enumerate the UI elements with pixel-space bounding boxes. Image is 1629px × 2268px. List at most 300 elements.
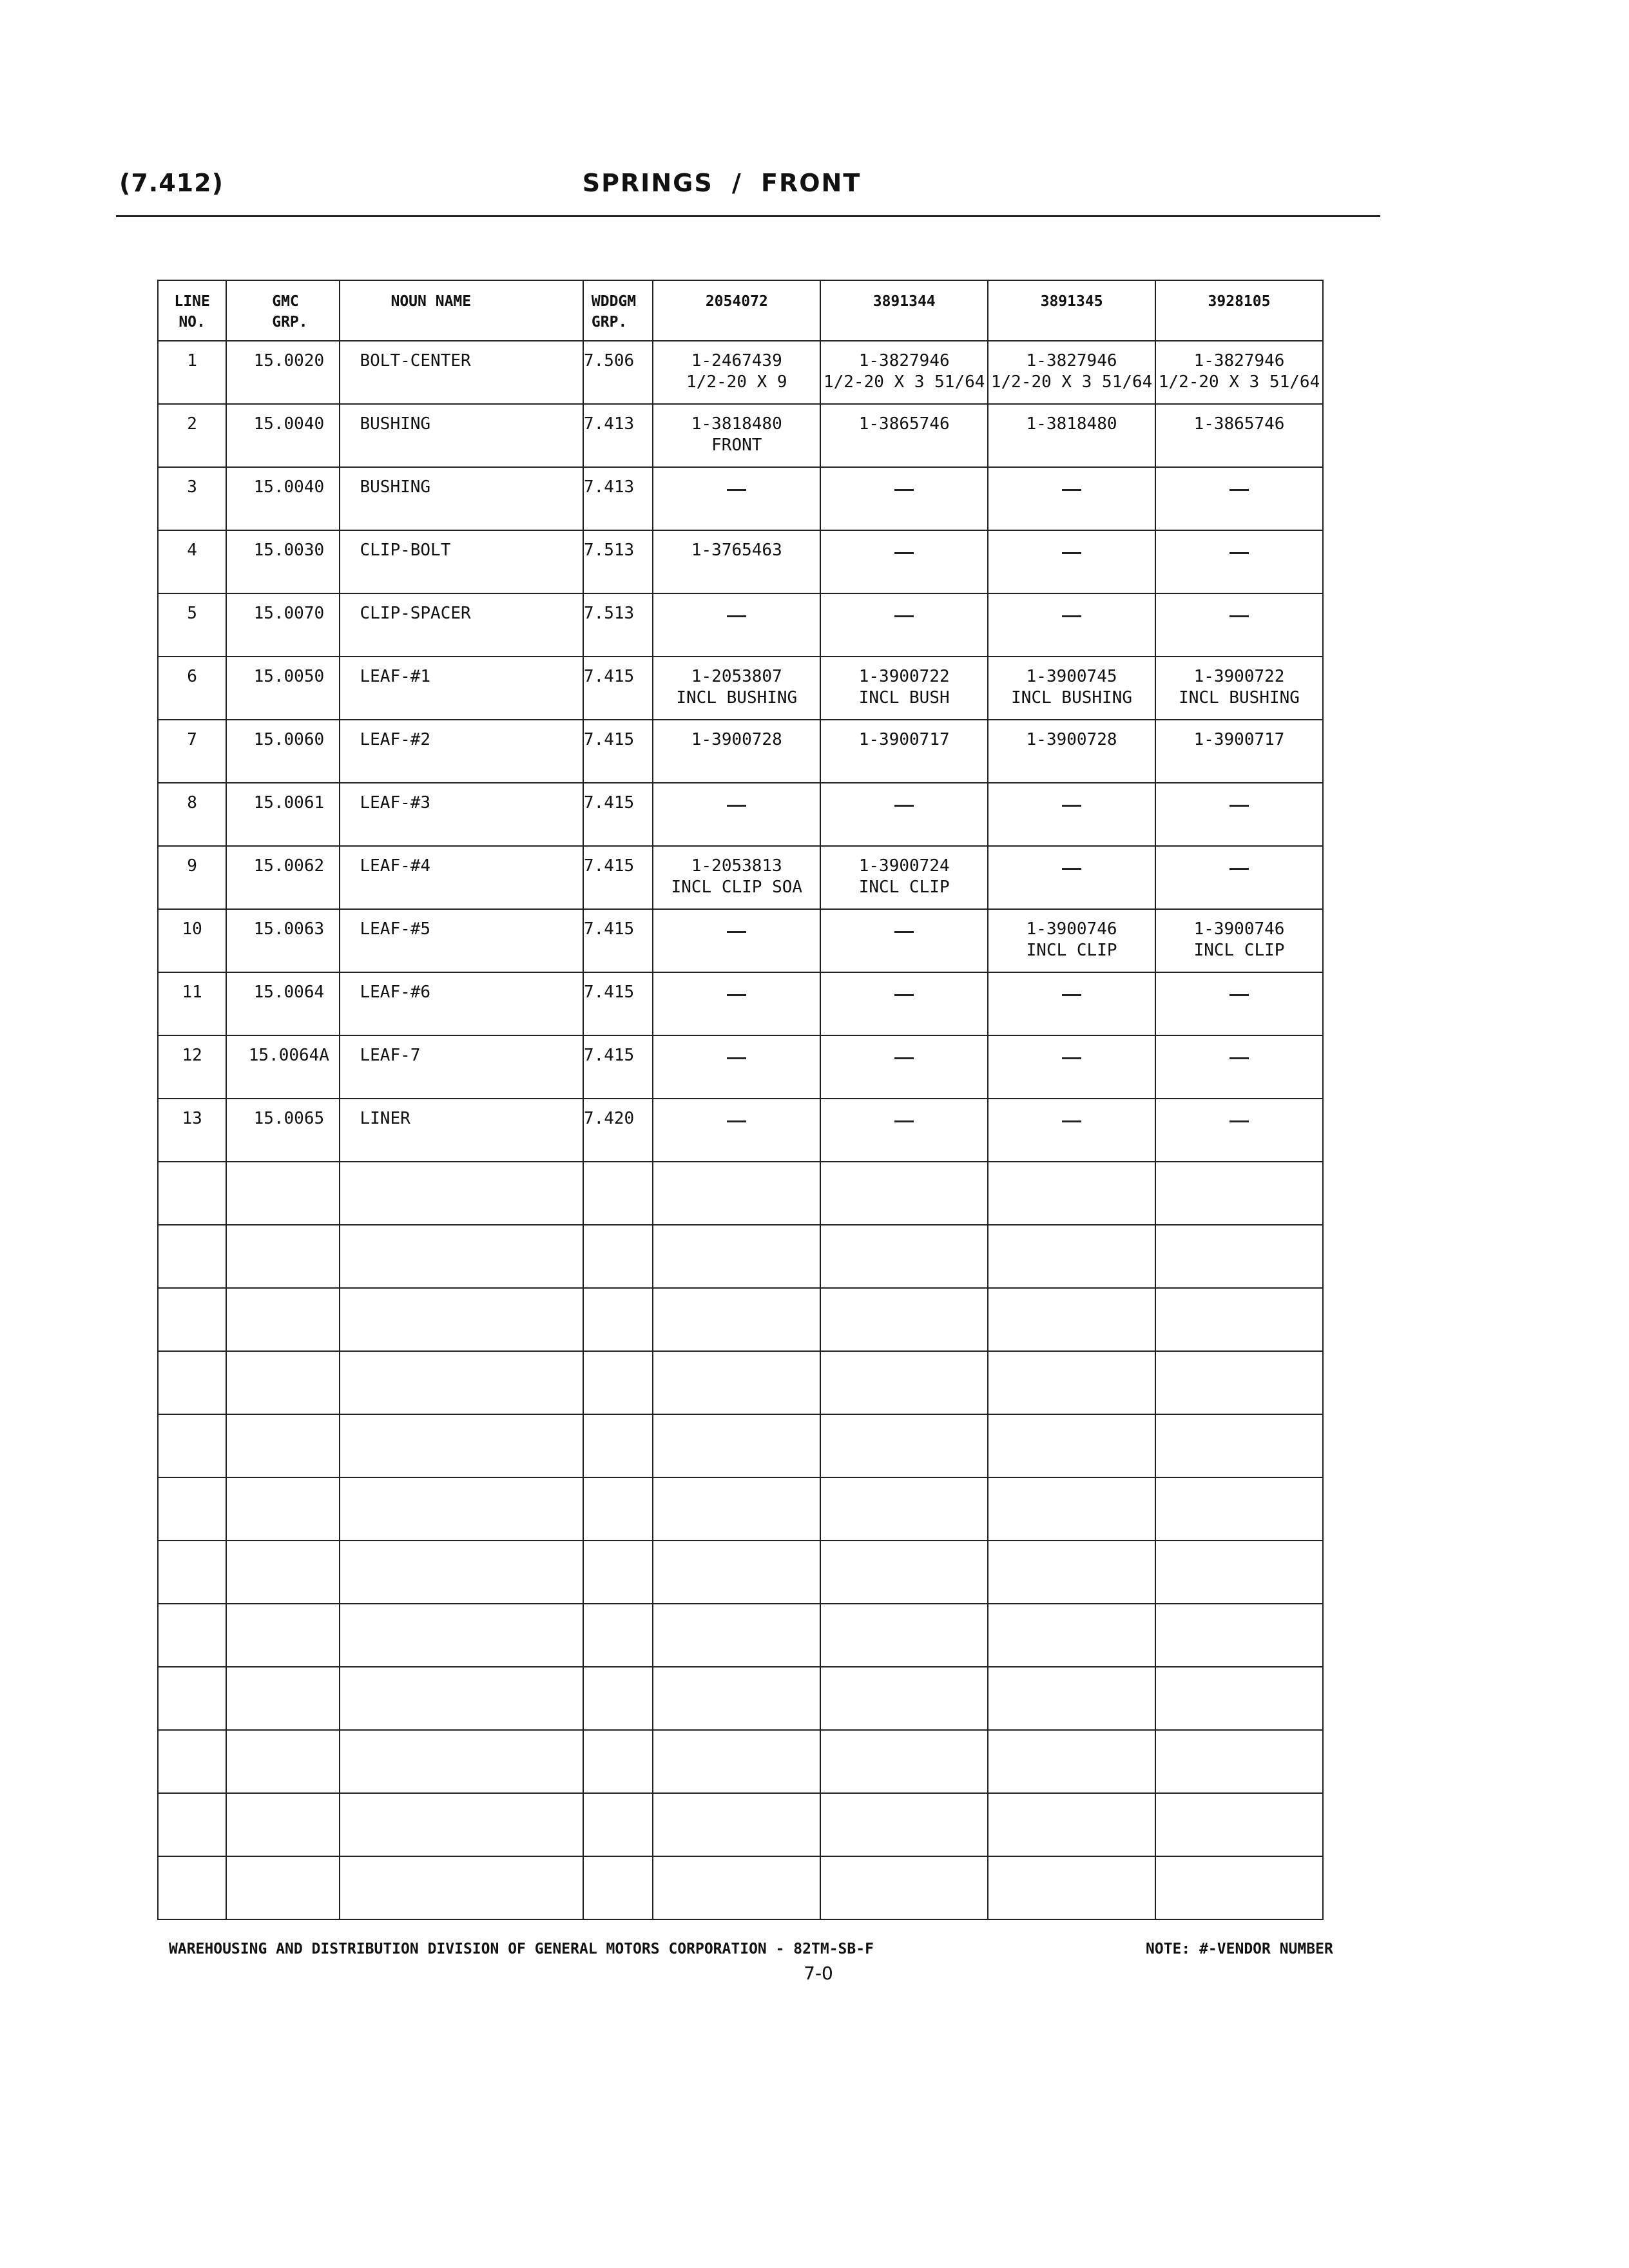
gmc-group-cell: 15.0062 <box>226 846 340 909</box>
table-row <box>158 530 1323 593</box>
part-number-cell-model-1 <box>653 1035 820 1099</box>
part-number: 1-3900722 <box>858 667 950 686</box>
header-model-4: 3928105 <box>1155 280 1323 341</box>
page-code: (7.412) <box>119 169 224 197</box>
blank-cell <box>653 1793 820 1856</box>
part-note: INCL BUSHING <box>676 688 798 707</box>
blank-cell <box>583 1667 653 1730</box>
not-applicable-dash <box>821 540 987 561</box>
dash-mark <box>1229 805 1249 807</box>
line-number-cell: 5 <box>158 593 226 657</box>
blank-cell <box>988 1162 1155 1225</box>
noun-name-cell: CLIP-SPACER <box>340 593 583 657</box>
line-number-cell: 3 <box>158 467 226 530</box>
not-applicable-dash <box>1156 477 1322 498</box>
not-applicable-dash <box>1156 793 1322 814</box>
dash-mark <box>727 994 746 996</box>
line-number-cell: 2 <box>158 404 226 467</box>
blank-cell <box>583 1541 653 1604</box>
blank-cell <box>820 1730 988 1793</box>
blank-cell <box>1155 1351 1323 1414</box>
part-note: 1/2-20 X 3 51/64 <box>1158 372 1320 392</box>
blank-row <box>158 1604 1323 1667</box>
part-number-cell-model-2 <box>820 783 988 846</box>
blank-cell <box>1155 1856 1323 1919</box>
part-number-cell-model-4 <box>1155 657 1323 720</box>
blank-cell <box>820 1351 988 1414</box>
part-number-cell-model-2 <box>820 467 988 530</box>
line-number-cell: 1 <box>158 341 226 404</box>
blank-cell <box>820 1856 988 1919</box>
part-number-cell-model-3 <box>988 909 1155 972</box>
table-header-row <box>158 280 1323 341</box>
wddgm-group-cell: 7.415 <box>583 720 653 783</box>
header-model-3: 3891345 <box>988 280 1155 341</box>
blank-cell <box>158 1730 226 1793</box>
part-number-cell-model-4 <box>1155 341 1323 404</box>
blank-cell <box>226 1730 340 1793</box>
not-applicable-dash <box>988 793 1155 814</box>
part-number-cell-model-4 <box>1155 972 1323 1035</box>
part-number-cell-model-1 <box>653 593 820 657</box>
blank-row <box>158 1667 1323 1730</box>
blank-cell <box>583 1856 653 1919</box>
gmc-group-cell: 15.0061 <box>226 783 340 846</box>
blank-cell <box>340 1856 583 1919</box>
blank-cell <box>820 1225 988 1288</box>
part-number: 1-3865746 <box>858 414 950 434</box>
table-row <box>158 909 1323 972</box>
blank-cell <box>653 1477 820 1541</box>
noun-name-cell: LINER <box>340 1099 583 1162</box>
blank-cell <box>820 1414 988 1477</box>
not-applicable-dash <box>653 477 820 498</box>
part-number-cell-model-2 <box>820 1099 988 1162</box>
dash-mark <box>1229 552 1249 554</box>
dash-mark <box>727 1120 746 1122</box>
blank-cell <box>653 1414 820 1477</box>
blank-cell <box>653 1288 820 1351</box>
blank-cell <box>653 1730 820 1793</box>
noun-name-cell: CLIP-BOLT <box>340 530 583 593</box>
part-note: INCL BUSHING <box>1011 688 1132 707</box>
blank-cell <box>340 1793 583 1856</box>
table-row <box>158 657 1323 720</box>
header-line-no <box>158 280 226 341</box>
dash-mark <box>727 1057 746 1059</box>
part-number-cell-model-3 <box>988 657 1155 720</box>
wddgm-group-cell: 7.415 <box>583 846 653 909</box>
blank-cell <box>340 1730 583 1793</box>
blank-cell <box>340 1541 583 1604</box>
not-applicable-dash <box>653 982 820 1003</box>
blank-cell <box>820 1162 988 1225</box>
blank-cell <box>1155 1604 1323 1667</box>
wddgm-group-cell: 7.415 <box>583 783 653 846</box>
line-number-cell: 11 <box>158 972 226 1035</box>
blank-cell <box>340 1162 583 1225</box>
blank-row <box>158 1477 1323 1541</box>
blank-cell <box>583 1604 653 1667</box>
blank-cell <box>820 1604 988 1667</box>
part-number-cell-model-2 <box>820 846 988 909</box>
part-number-cell-model-1 <box>653 404 820 467</box>
part-number-cell-model-4 <box>1155 1099 1323 1162</box>
blank-cell <box>340 1667 583 1730</box>
blank-cell <box>1155 1162 1323 1225</box>
gmc-group-cell: 15.0020 <box>226 341 340 404</box>
blank-cell <box>820 1477 988 1541</box>
parts-table <box>157 280 1324 1920</box>
not-applicable-dash <box>821 793 987 814</box>
part-number-cell-model-2 <box>820 909 988 972</box>
blank-cell <box>226 1541 340 1604</box>
part-number-cell-model-1 <box>653 530 820 593</box>
dash-mark <box>1062 868 1081 870</box>
blank-cell <box>158 1541 226 1604</box>
blank-cell <box>158 1604 226 1667</box>
blank-cell <box>653 1667 820 1730</box>
dash-mark <box>894 1057 914 1059</box>
part-number-cell-model-4 <box>1155 783 1323 846</box>
dash-mark <box>1229 868 1249 870</box>
blank-cell <box>1155 1667 1323 1730</box>
part-number: 1-3818480 <box>1026 414 1117 434</box>
part-number-cell-model-4 <box>1155 846 1323 909</box>
not-applicable-dash <box>1156 603 1322 624</box>
table-row <box>158 341 1323 404</box>
blank-cell <box>988 1667 1155 1730</box>
header-noun-name: NOUN NAME <box>340 280 583 341</box>
blank-cell <box>653 1351 820 1414</box>
blank-cell <box>988 1730 1155 1793</box>
table-row <box>158 404 1323 467</box>
blank-cell <box>340 1477 583 1541</box>
blank-cell <box>583 1730 653 1793</box>
blank-cell <box>820 1793 988 1856</box>
dash-mark <box>727 615 746 617</box>
blank-cell <box>158 1288 226 1351</box>
gmc-group-cell: 15.0040 <box>226 467 340 530</box>
blank-cell <box>820 1541 988 1604</box>
table-row <box>158 972 1323 1035</box>
part-note: 1/2-20 X 3 51/64 <box>990 372 1153 392</box>
blank-row <box>158 1225 1323 1288</box>
footer-publisher: WAREHOUSING AND DISTRIBUTION DIVISION OF GENERAL MOTORS CORPORATION - 82TM-SB-F <box>169 1941 874 1957</box>
page-number: 7-0 <box>804 1963 833 1984</box>
dash-mark <box>894 931 914 933</box>
blank-cell <box>158 1414 226 1477</box>
header-line-label: LINE <box>174 293 210 310</box>
not-applicable-dash <box>653 1045 820 1066</box>
not-applicable-dash <box>653 919 820 940</box>
line-number-cell: 10 <box>158 909 226 972</box>
blank-cell <box>583 1414 653 1477</box>
dash-mark <box>727 489 746 491</box>
wddgm-group-cell: 7.413 <box>583 467 653 530</box>
blank-row <box>158 1793 1323 1856</box>
not-applicable-dash <box>1156 540 1322 561</box>
wddgm-group-cell: 7.415 <box>583 1035 653 1099</box>
part-number-cell-model-1 <box>653 341 820 404</box>
part-number-cell-model-1 <box>653 1099 820 1162</box>
gmc-group-cell: 15.0040 <box>226 404 340 467</box>
wddgm-group-cell: 7.413 <box>583 404 653 467</box>
dash-mark <box>1062 552 1081 554</box>
not-applicable-dash <box>988 982 1155 1003</box>
not-applicable-dash <box>821 919 987 940</box>
blank-cell <box>1155 1225 1323 1288</box>
part-number-cell-model-3 <box>988 1035 1155 1099</box>
gmc-group-cell: 15.0050 <box>226 657 340 720</box>
noun-name-cell: BOLT-CENTER <box>340 341 583 404</box>
header-wddgm-grp <box>583 280 653 341</box>
blank-cell <box>583 1793 653 1856</box>
blank-cell <box>158 1477 226 1541</box>
blank-cell <box>988 1793 1155 1856</box>
blank-cell <box>226 1477 340 1541</box>
table-body <box>158 341 1323 1919</box>
table-row <box>158 467 1323 530</box>
header-grp-label: GRP. <box>272 314 308 331</box>
blank-cell <box>340 1414 583 1477</box>
header-no-label: NO. <box>178 314 206 331</box>
blank-cell <box>988 1414 1155 1477</box>
blank-cell <box>988 1541 1155 1604</box>
blank-cell <box>340 1604 583 1667</box>
wddgm-group-cell: 7.513 <box>583 593 653 657</box>
part-number-cell-model-4 <box>1155 404 1323 467</box>
noun-name-cell: BUSHING <box>340 467 583 530</box>
part-number-cell-model-3 <box>988 404 1155 467</box>
dash-mark <box>1229 1057 1249 1059</box>
part-number-cell-model-2 <box>820 720 988 783</box>
part-number: 1-3865746 <box>1193 414 1285 434</box>
part-number: 1-3900745 <box>1026 667 1117 686</box>
line-number-cell: 4 <box>158 530 226 593</box>
not-applicable-dash <box>988 603 1155 624</box>
part-number-cell-model-4 <box>1155 530 1323 593</box>
noun-name-cell: LEAF-#5 <box>340 909 583 972</box>
dash-mark <box>1229 615 1249 617</box>
blank-cell <box>653 1225 820 1288</box>
wddgm-group-cell: 7.415 <box>583 909 653 972</box>
not-applicable-dash <box>988 540 1155 561</box>
header-gmc-grp <box>226 280 340 341</box>
part-number: 1-2053807 <box>691 667 782 686</box>
line-number-cell: 6 <box>158 657 226 720</box>
dash-mark <box>894 805 914 807</box>
part-number: 1-2053813 <box>691 856 782 876</box>
part-note: 1/2-20 X 9 <box>686 372 787 392</box>
not-applicable-dash <box>821 477 987 498</box>
blank-row <box>158 1351 1323 1414</box>
noun-name-cell: BUSHING <box>340 404 583 467</box>
wddgm-group-cell: 7.513 <box>583 530 653 593</box>
part-number-cell-model-4 <box>1155 1035 1323 1099</box>
blank-cell <box>158 1351 226 1414</box>
blank-cell <box>1155 1477 1323 1541</box>
dash-mark <box>894 615 914 617</box>
part-number-cell-model-2 <box>820 530 988 593</box>
not-applicable-dash <box>821 603 987 624</box>
part-number: 1-3765463 <box>691 541 782 560</box>
blank-cell <box>1155 1414 1323 1477</box>
blank-cell <box>226 1225 340 1288</box>
part-number: 1-3900717 <box>1193 730 1285 749</box>
line-number-cell: 7 <box>158 720 226 783</box>
not-applicable-dash <box>1156 1108 1322 1129</box>
dash-mark <box>894 994 914 996</box>
blank-cell <box>1155 1793 1323 1856</box>
part-note: INCL CLIP <box>1193 941 1285 960</box>
part-number: 1-3900728 <box>691 730 782 749</box>
blank-cell <box>988 1225 1155 1288</box>
part-number-cell-model-3 <box>988 593 1155 657</box>
part-number: 1-2467439 <box>691 351 782 370</box>
part-number-cell-model-1 <box>653 657 820 720</box>
part-number-cell-model-3 <box>988 783 1155 846</box>
blank-cell <box>158 1793 226 1856</box>
part-number: 1-3827946 <box>858 351 950 370</box>
blank-cell <box>653 1856 820 1919</box>
blank-row <box>158 1414 1323 1477</box>
gmc-group-cell: 15.0030 <box>226 530 340 593</box>
header-model-1: 2054072 <box>653 280 820 341</box>
part-note: INCL CLIP <box>1026 941 1117 960</box>
dash-mark <box>1062 805 1081 807</box>
gmc-group-cell: 15.0070 <box>226 593 340 657</box>
part-number-cell-model-1 <box>653 720 820 783</box>
gmc-group-cell: 15.0064A <box>226 1035 340 1099</box>
page-title: SPRINGS / FRONT <box>582 169 862 197</box>
part-number-cell-model-4 <box>1155 593 1323 657</box>
part-note: FRONT <box>711 436 762 455</box>
dash-mark <box>894 1120 914 1122</box>
not-applicable-dash <box>1156 982 1322 1003</box>
table-row <box>158 1035 1323 1099</box>
wddgm-group-cell: 7.415 <box>583 657 653 720</box>
part-number-cell-model-2 <box>820 972 988 1035</box>
blank-cell <box>340 1225 583 1288</box>
not-applicable-dash <box>988 1108 1155 1129</box>
not-applicable-dash <box>988 1045 1155 1066</box>
blank-cell <box>988 1477 1155 1541</box>
dash-mark <box>1229 489 1249 491</box>
part-number-cell-model-3 <box>988 530 1155 593</box>
blank-cell <box>653 1541 820 1604</box>
not-applicable-dash <box>821 1108 987 1129</box>
blank-cell <box>583 1351 653 1414</box>
dash-mark <box>894 552 914 554</box>
blank-cell <box>988 1856 1155 1919</box>
wddgm-group-cell: 7.506 <box>583 341 653 404</box>
blank-cell <box>226 1414 340 1477</box>
dash-mark <box>894 489 914 491</box>
blank-cell <box>158 1225 226 1288</box>
blank-cell <box>583 1288 653 1351</box>
blank-cell <box>820 1667 988 1730</box>
not-applicable-dash <box>821 982 987 1003</box>
blank-cell <box>1155 1730 1323 1793</box>
line-number-cell: 8 <box>158 783 226 846</box>
part-number-cell-model-1 <box>653 972 820 1035</box>
noun-name-cell: LEAF-#1 <box>340 657 583 720</box>
part-number-cell-model-3 <box>988 846 1155 909</box>
part-number-cell-model-3 <box>988 341 1155 404</box>
part-number-cell-model-1 <box>653 909 820 972</box>
noun-name-cell: LEAF-#3 <box>340 783 583 846</box>
not-applicable-dash <box>653 603 820 624</box>
part-number-cell-model-3 <box>988 720 1155 783</box>
blank-cell <box>226 1288 340 1351</box>
part-number-cell-model-2 <box>820 657 988 720</box>
part-number-cell-model-4 <box>1155 467 1323 530</box>
line-number-cell: 12 <box>158 1035 226 1099</box>
blank-cell <box>583 1162 653 1225</box>
dash-mark <box>1062 489 1081 491</box>
part-number-cell-model-4 <box>1155 909 1323 972</box>
header-wddgm-grp-label: GRP. <box>591 314 628 331</box>
part-number: 1-3827946 <box>1026 351 1117 370</box>
blank-cell <box>158 1856 226 1919</box>
part-number-cell-model-2 <box>820 1035 988 1099</box>
blank-cell <box>653 1162 820 1225</box>
blank-cell <box>226 1856 340 1919</box>
part-note: INCL BUSH <box>858 688 950 707</box>
dash-mark <box>727 931 746 933</box>
dash-mark <box>1062 1057 1081 1059</box>
table-row <box>158 846 1323 909</box>
part-number-cell-model-3 <box>988 972 1155 1035</box>
footer-note: NOTE: #-VENDOR NUMBER <box>1146 1941 1333 1957</box>
blank-row <box>158 1288 1323 1351</box>
table-row <box>158 720 1323 783</box>
part-number-cell-model-1 <box>653 846 820 909</box>
part-number-cell-model-4 <box>1155 720 1323 783</box>
part-number-cell-model-3 <box>988 1099 1155 1162</box>
part-note: INCL CLIP SOA <box>671 878 803 897</box>
not-applicable-dash <box>988 856 1155 877</box>
not-applicable-dash <box>1156 1045 1322 1066</box>
header-model-2: 3891344 <box>820 280 988 341</box>
part-number-cell-model-1 <box>653 467 820 530</box>
blank-row <box>158 1730 1323 1793</box>
part-note: INCL CLIP <box>858 878 950 897</box>
part-number: 1-3827946 <box>1193 351 1285 370</box>
noun-name-cell: LEAF-#6 <box>340 972 583 1035</box>
blank-cell <box>820 1288 988 1351</box>
noun-name-cell: LEAF-#4 <box>340 846 583 909</box>
blank-cell <box>226 1667 340 1730</box>
noun-name-cell: LEAF-#2 <box>340 720 583 783</box>
part-number: 1-3900724 <box>858 856 950 876</box>
header-gmc-label: GMC <box>272 293 299 310</box>
blank-cell <box>158 1667 226 1730</box>
blank-row <box>158 1856 1323 1919</box>
part-number: 1-3818480 <box>691 414 782 434</box>
part-number-cell-model-2 <box>820 341 988 404</box>
line-number-cell: 13 <box>158 1099 226 1162</box>
not-applicable-dash <box>1156 856 1322 877</box>
line-number-cell: 9 <box>158 846 226 909</box>
not-applicable-dash <box>988 477 1155 498</box>
blank-cell <box>988 1288 1155 1351</box>
blank-cell <box>226 1351 340 1414</box>
wddgm-group-cell: 7.415 <box>583 972 653 1035</box>
blank-cell <box>1155 1288 1323 1351</box>
dash-mark <box>1062 1120 1081 1122</box>
